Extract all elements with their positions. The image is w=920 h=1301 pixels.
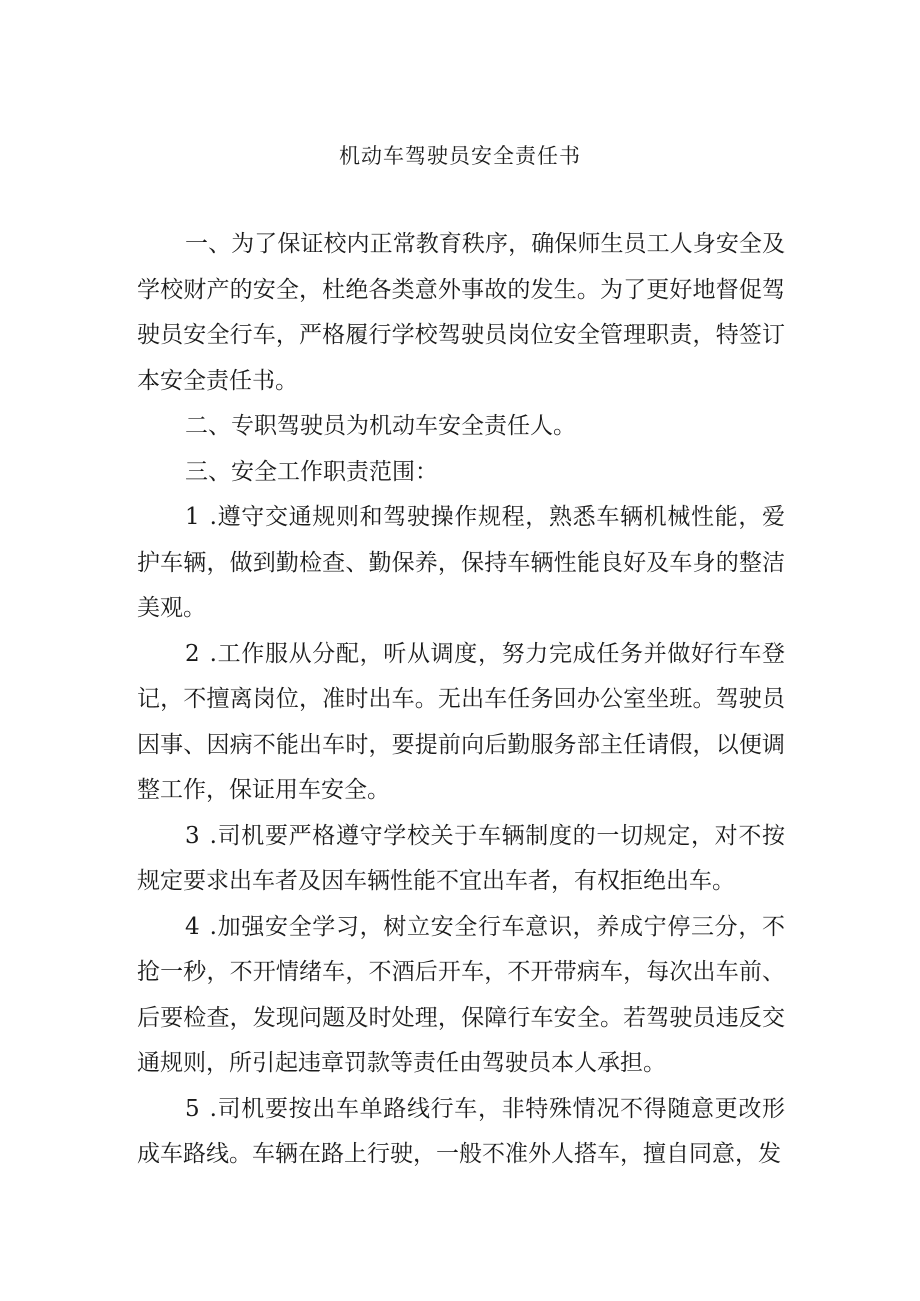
- paragraph-5: [137, 632, 785, 814]
- paragraph-number: 5: [185, 1095, 208, 1122]
- paragraph-text: 一、为了保证校内正常教育秩序，确保师生员工人身安全及学校财产的安全，杜绝各类意外事故的发生。为了更好地督促驾驶员安全行车，严格履行学校驾驶员岗位安全管理职责，特签订本安全责任书。: [137, 231, 785, 394]
- document-title: 机动车驾驶员安全责任书: [339, 144, 581, 168]
- paragraph-number: 2: [185, 640, 208, 667]
- paragraph-2: [137, 404, 785, 450]
- paragraph-number: 4: [185, 913, 208, 940]
- paragraph-text: .加强安全学习，树立安全行车意识，养成宁停三分，不抢一秒，不开情绪车，不酒后开车，不开带病车，每次出车前、后要检查，发现问题及时处理，保障行车安全。若驾驶员违反交通规则，所引起违章罚款等责任由驾驶员本人承担。: [137, 913, 786, 1076]
- paragraph-7: [137, 905, 785, 1087]
- paragraph-3: [137, 450, 785, 496]
- paragraph-8: [137, 1087, 785, 1178]
- paragraph-text: .工作服从分配，听从调度，努力完成任务并做好行车登记，不擅离岗位，准时出车。无出车任务回办公室坐班。驾驶员因事、因病不能出车时，要提前向后勤服务部主任请假，以便调整工作，保证用车安全。: [137, 640, 786, 803]
- paragraph-text: .遵守交通规则和驾驶操作规程，熟悉车辆机械性能，爱护车辆，做到勤检查、勤保养，保持车辆性能良好及车身的整洁美观。: [137, 504, 786, 621]
- paragraph-4: [137, 495, 785, 632]
- paragraph-text: 二、专职驾驶员为机动车安全责任人。: [185, 413, 576, 439]
- paragraph-text: 三、安全工作职责范围：: [185, 458, 438, 485]
- paragraph-1: [137, 222, 785, 404]
- paragraph-6: [137, 814, 785, 905]
- paragraph-text: .司机要按出车单路线行车，非特殊情况不得随意更改形成车路线。车辆在路上行驶，一般不准外人搭车，擅自同意，发: [137, 1095, 786, 1167]
- paragraph-text: .司机要严格遵守学校关于车辆制度的一切规定，对不按规定要求出车者及因车辆性能不宜出车者，有权拒绝出车。: [137, 822, 786, 894]
- document-body: [137, 222, 785, 1178]
- paragraph-number: 1: [185, 504, 208, 530]
- paragraph-number: 3: [185, 822, 208, 849]
